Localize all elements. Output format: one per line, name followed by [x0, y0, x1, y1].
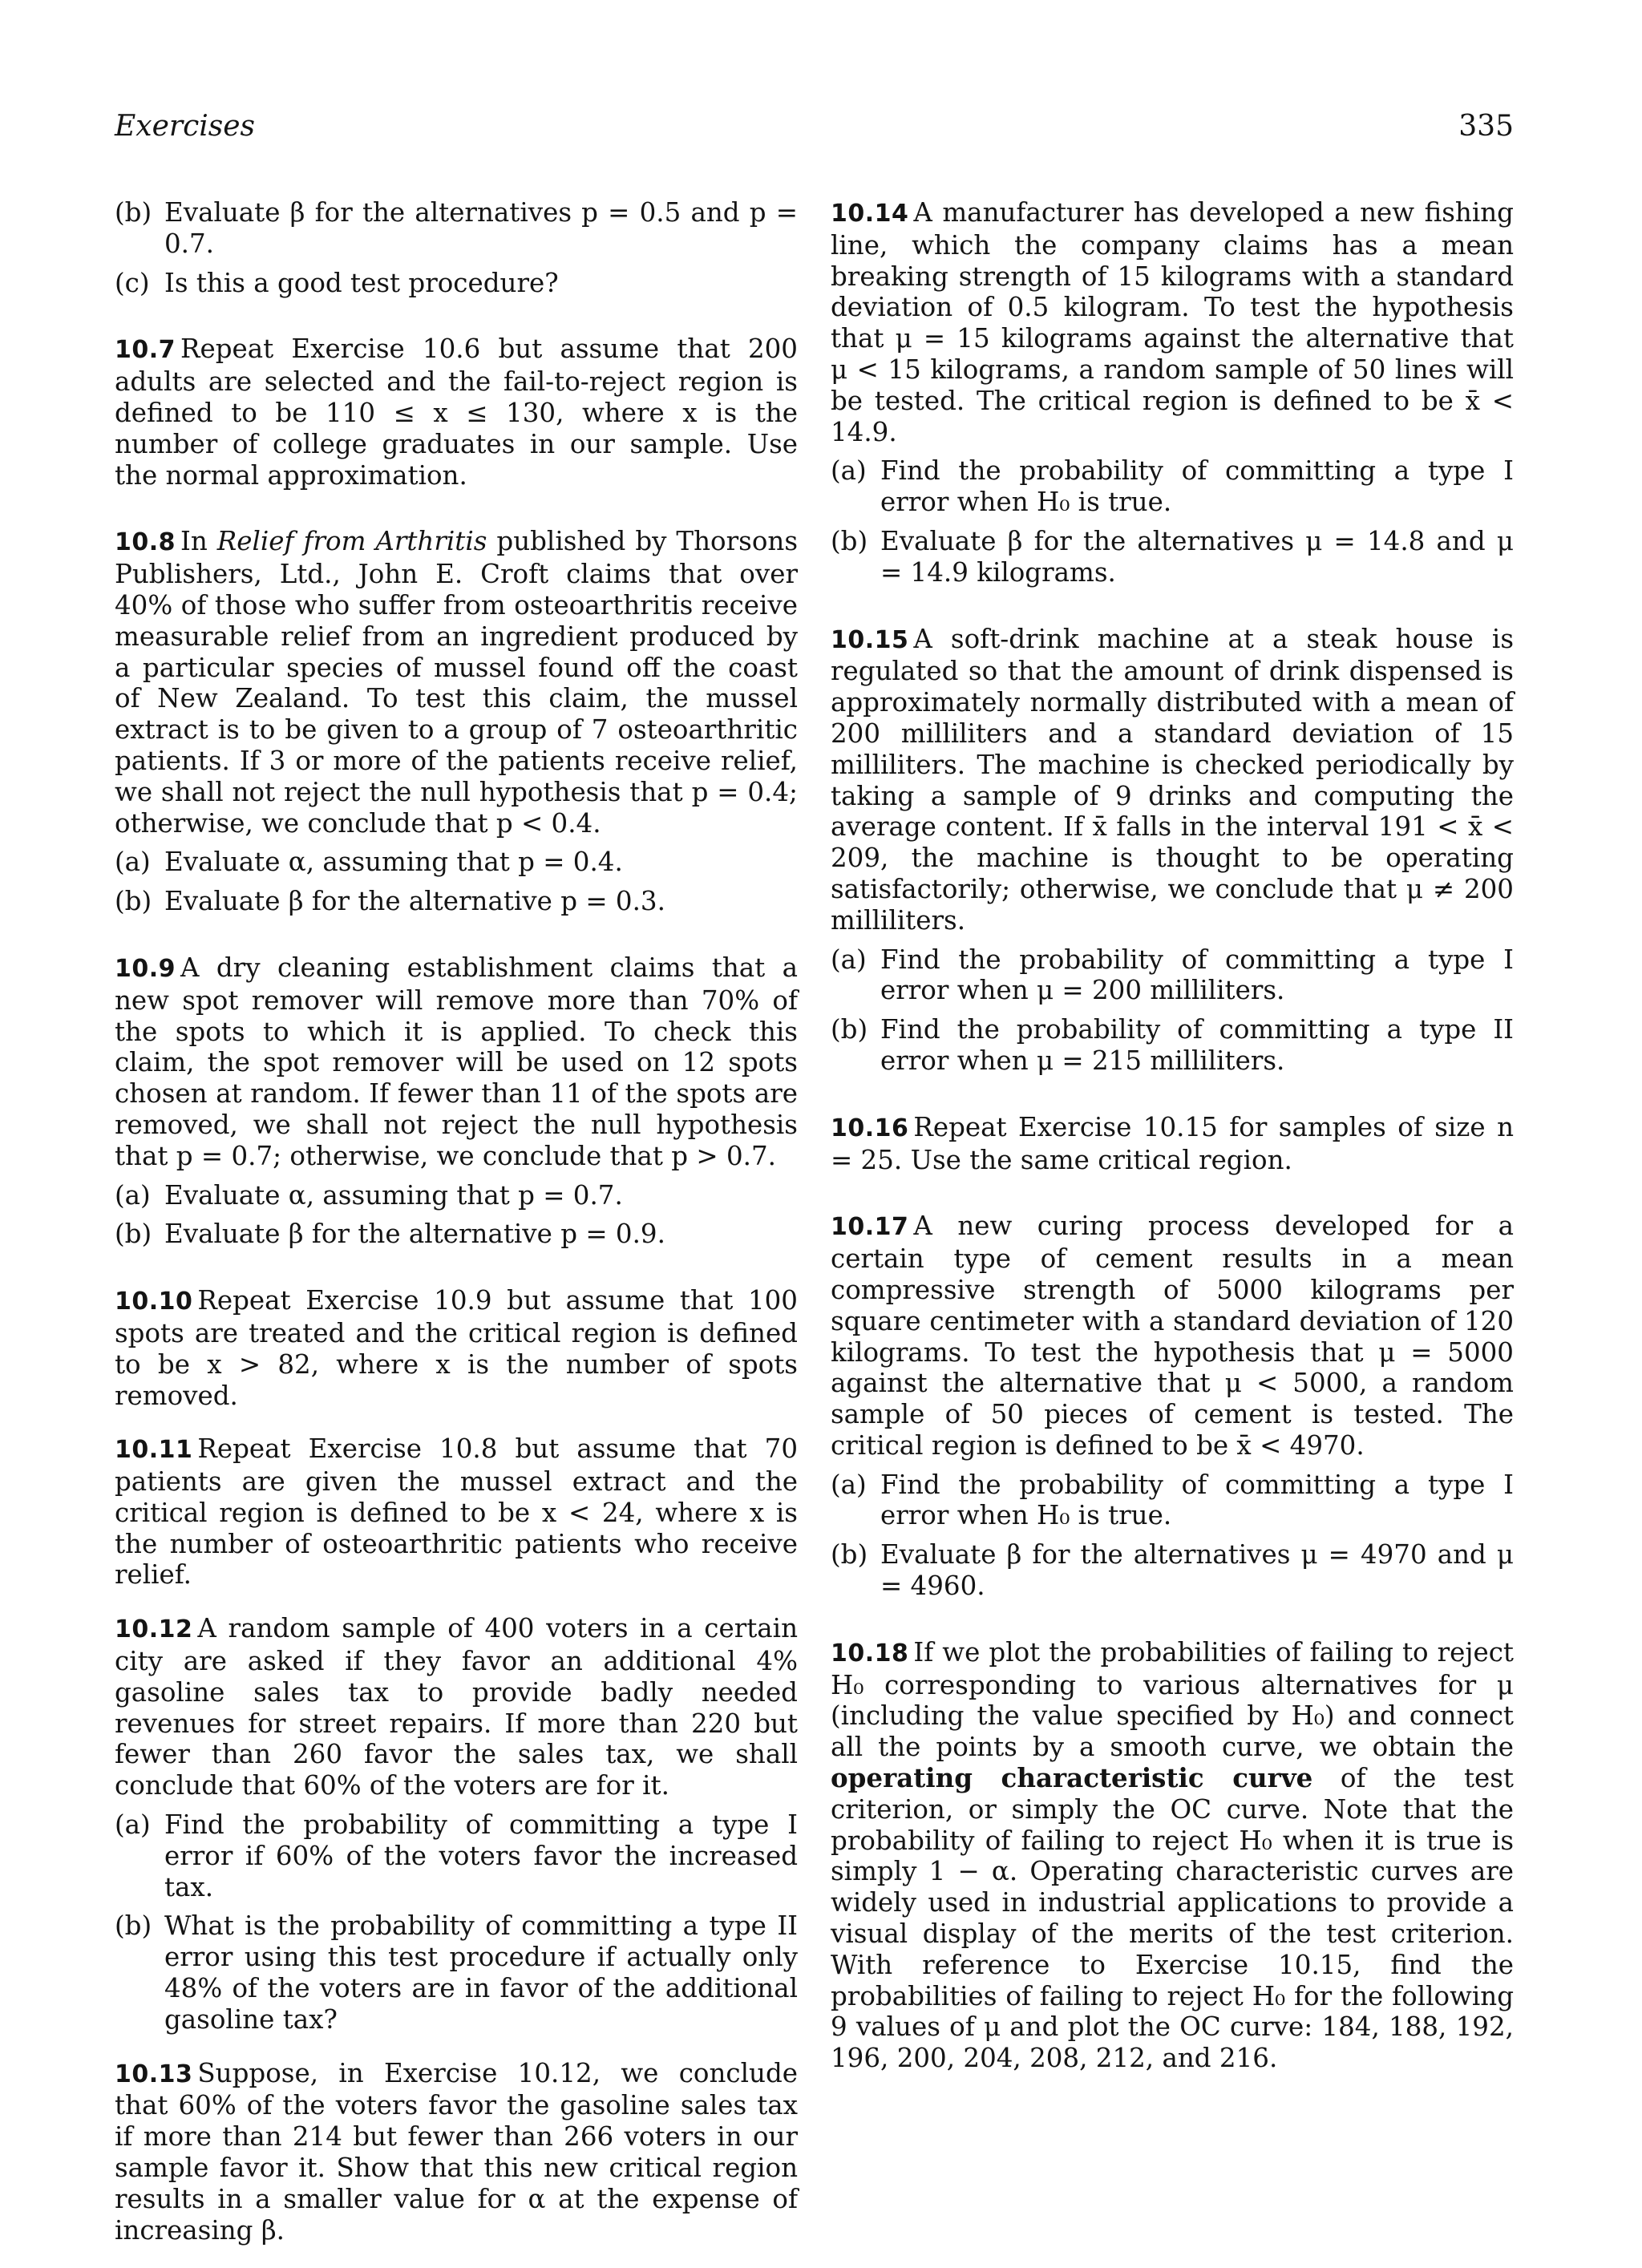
exercise-text: Repeat Exercise 10.6 but assume that 200 adults are selected and the fail-to-reject region is defined to be 110 ≤ x ≤ 130, where x is the number of college graduates in our sample. Use the normal approximation. — [115, 334, 798, 491]
exercise-part — [115, 1219, 798, 1250]
exercise-number: 10.7 — [115, 336, 176, 365]
exercise-10-16 — [831, 1112, 1514, 1176]
exercise-number: 10.17 — [831, 1213, 909, 1242]
exercise-number: 10.16 — [831, 1114, 909, 1142]
page-number: 335 — [1458, 110, 1514, 143]
exercise-10-15 — [831, 624, 1514, 1077]
exercise-10-7 — [115, 334, 798, 491]
part-text: What is the probability of committing a type II error using this test procedure if actually only 48% of the voters are in favor of the additional gasoline tax? — [164, 1910, 798, 2035]
exercise-text: A manufacturer has developed a new fishing line, which the company claims has a mean breaking strength of 15 kilograms with a standard deviation of 0.5 kilogram. To test the hypothesis that μ = 15 kilograms against the alternative that μ < 15 kilograms, a random sample of 50 lines will be tested. The critical region is defined to be x̄ < 14.9. — [831, 197, 1514, 447]
exercise-10-11 — [115, 1433, 798, 1591]
part-label: (b) — [831, 525, 868, 556]
exercise-body — [115, 952, 798, 1172]
exercise-text: A new curing process developed for a certain type of cement results in a mean compressive strength of 5000 kilograms per square centimeter with a standard deviation of 120 kilograms. To test the hypothesis that μ = 5000 against the alternative that μ < 5000, a random sample of 50 pieces of cement is tested. The critical region is defined to be x̄ < 4970. — [831, 1211, 1514, 1461]
part-text: Find the probability of committing a type I error when H₀ is true. — [880, 1469, 1514, 1531]
exercise-body — [831, 1112, 1514, 1176]
exercise-number: 10.10 — [115, 1288, 193, 1316]
exercise-body — [831, 624, 1514, 936]
part-text: Find the probability of committing a type I error if 60% of the voters favor the increased tax. — [164, 1809, 798, 1902]
part-text: Evaluate β for the alternatives p = 0.5 and p = 0.7. — [164, 197, 798, 259]
exercise-10-18 — [831, 1637, 1514, 2074]
part-label: (b) — [115, 886, 152, 917]
exercise-text: A dry cleaning establishment claims that a new spot remover will remove more than 70% of the spots to which it is applied. To check this claim, the spot remover will be used on 12 spots chosen at random. If fewer than 11 of the spots are removed, we shall not reject the null hypothesis that p = 0.7; otherwise, we conclude that p > 0.7. — [115, 952, 798, 1171]
key-term: operating characteristic curve — [831, 1762, 1313, 1794]
exercise-10-8 — [115, 526, 798, 917]
part-text: Evaluate β for the alternatives μ = 4970 and μ = 4960. — [880, 1539, 1514, 1602]
part-text: Find the probability of committing a type II error when μ = 215 milliliters. — [880, 1014, 1514, 1076]
exercise-part — [831, 944, 1514, 1007]
part-text: Is this a good test procedure? — [164, 267, 559, 298]
exercise-text-pre: In — [180, 526, 217, 557]
exercise-number: 10.14 — [831, 200, 909, 228]
part-label: (a) — [831, 1469, 867, 1500]
part-label: (b) — [831, 1014, 868, 1045]
exercise-body — [831, 1211, 1514, 1461]
part-text: Evaluate α, assuming that p = 0.4. — [164, 847, 623, 878]
exercise-text-post: published by Thorsons Publishers, Ltd., John E. Croft claims that over 40% of those who suffer from osteoarthritis receive measurable relief from an ingredient produced by a particular species of mussel found off the coast of New Zealand. To test this claim, the mussel extract is to be given to a group of 7 osteoarthritic patients. If 3 or more of the patients receive relief, we shall not reject the null hypothesis that p = 0.4; otherwise, we conclude that p < 0.4. — [115, 526, 798, 839]
exercise-part — [115, 1180, 798, 1211]
exercise-10-9 — [115, 952, 798, 1250]
exercise-part — [115, 1910, 798, 2035]
part-text: Evaluate β for the alternative p = 0.3. — [164, 886, 665, 917]
part-label: (a) — [831, 944, 867, 975]
exercise-10-17 — [831, 1211, 1514, 1602]
exercise-part — [831, 526, 1514, 588]
exercise-10-10 — [115, 1285, 798, 1411]
part-text: Evaluate α, assuming that p = 0.7. — [164, 1179, 623, 1211]
exercise-text: Repeat Exercise 10.15 for samples of size n = 25. Use the same critical region. — [831, 1111, 1514, 1175]
part-label: (b) — [831, 1539, 868, 1571]
exercise-text: Repeat Exercise 10.9 but assume that 100 spots are treated and the critical region is defined to be x > 82, where x is the number of spots removed. — [115, 1285, 798, 1411]
part-label: (b) — [115, 1910, 152, 1942]
exercise-body — [115, 334, 798, 491]
left-column — [115, 197, 798, 2268]
exercise-text-post: of the test criterion, or simply the OC curve. Note that the probability of failing to reject H₀ when it is true is simply 1 − α. Operating characteristic curves are widely used in industrial applications to provide a visual display of the merits of the test criterion. With reference to Exercise 10.15, find the probabilities of failing to reject H₀ for the following 9 values of μ and plot the OC curve: 184, 188, 192, 196, 200, 204, 208, 212, and 216. — [831, 1763, 1514, 2074]
exercise-number: 10.18 — [831, 1639, 909, 1668]
exercise-body — [831, 197, 1514, 447]
part-text: Find the probability of committing a type I error when H₀ is true. — [880, 455, 1514, 518]
exercise-part — [115, 197, 798, 260]
exercise-part — [115, 886, 798, 917]
part-label: (b) — [115, 1219, 152, 1250]
part-label: (a) — [115, 1179, 151, 1211]
running-head — [115, 109, 1514, 149]
exercise-number: 10.12 — [115, 1615, 193, 1644]
right-column — [831, 197, 1514, 2096]
exercise-10-14 — [831, 197, 1514, 588]
part-label: (a) — [115, 1809, 151, 1841]
part-text: Evaluate β for the alternative p = 0.9. — [164, 1219, 665, 1250]
exercise-body — [115, 1613, 798, 1801]
exercise-part — [115, 847, 798, 878]
exercise-body — [115, 1433, 798, 1591]
part-text: Find the probability of committing a type I error when μ = 200 milliliters. — [880, 944, 1514, 1006]
exercise-part — [831, 1539, 1514, 1602]
exercise-part — [831, 455, 1514, 518]
exercise-10-12 — [115, 1613, 798, 2035]
exercise-text: Repeat Exercise 10.8 but assume that 70 patients are given the mussel extract and the critical region is defined to be x < 24, where x is the number of osteoarthritic patients who receive relief. — [115, 1433, 798, 1591]
exercise-part — [115, 1809, 798, 1902]
part-label: (a) — [831, 455, 867, 487]
exercise-10-13 — [115, 2058, 798, 2246]
exercise-body — [115, 526, 798, 839]
part-label: (a) — [115, 847, 151, 878]
exercise-number: 10.15 — [831, 625, 909, 654]
part-label: (b) — [115, 197, 152, 228]
exercise-part — [831, 1014, 1514, 1077]
exercise-text-pre: If we plot the probabilities of failing to reject H₀ corresponding to various alternatives for μ (including the value specified by H₀) and connect all the points by a smooth curve, we obtain the — [831, 1636, 1514, 1763]
exercise-number: 10.13 — [115, 2060, 193, 2088]
part-text: Evaluate β for the alternatives μ = 14.8 and μ = 14.9 kilograms. — [880, 525, 1514, 588]
exercise-number: 10.9 — [115, 954, 176, 983]
exercise-number: 10.8 — [115, 528, 176, 557]
exercise-part — [831, 1470, 1514, 1532]
exercise-text: A soft-drink machine at a steak house is regulated so that the amount of drink dispensed is approximately normally distributed with a mean of 200 milliliters and a standard deviation of 15 milliliters. The machine is checked periodically by taking a sample of 9 drinks and computing the average content. If x̄ falls in the interval 191 < x̄ < 209, the machine is thought to be operating satisfactorily; otherwise, we conclude that μ ≠ 200 milliliters. — [831, 623, 1514, 936]
exercise-number: 10.11 — [115, 1436, 193, 1465]
book-title: Relief from Arthritis — [216, 526, 487, 557]
exercise-part — [115, 268, 798, 299]
exercise-10-6-continued — [115, 197, 798, 298]
exercise-body — [115, 1285, 798, 1411]
part-label: (c) — [115, 267, 150, 298]
exercise-text: Suppose, in Exercise 10.12, we conclude that 60% of the voters favor the gasoline sales tax if more than 214 but fewer than 266 voters in our sample favor it. Show that this new critical region results in a smaller value for α at the expense of increasing β. — [115, 2057, 798, 2246]
section-title: Exercises — [115, 110, 256, 143]
exercise-text: A random sample of 400 voters in a certain city are asked if they favor an additional 4% gasoline sales tax to provide badly needed revenues for street repairs. If more than 220 but fewer than 260 favor the sales tax, we shall conclude that 60% of the voters are for it. — [115, 1613, 798, 1801]
exercise-body — [115, 2058, 798, 2246]
exercise-body — [831, 1637, 1514, 2074]
